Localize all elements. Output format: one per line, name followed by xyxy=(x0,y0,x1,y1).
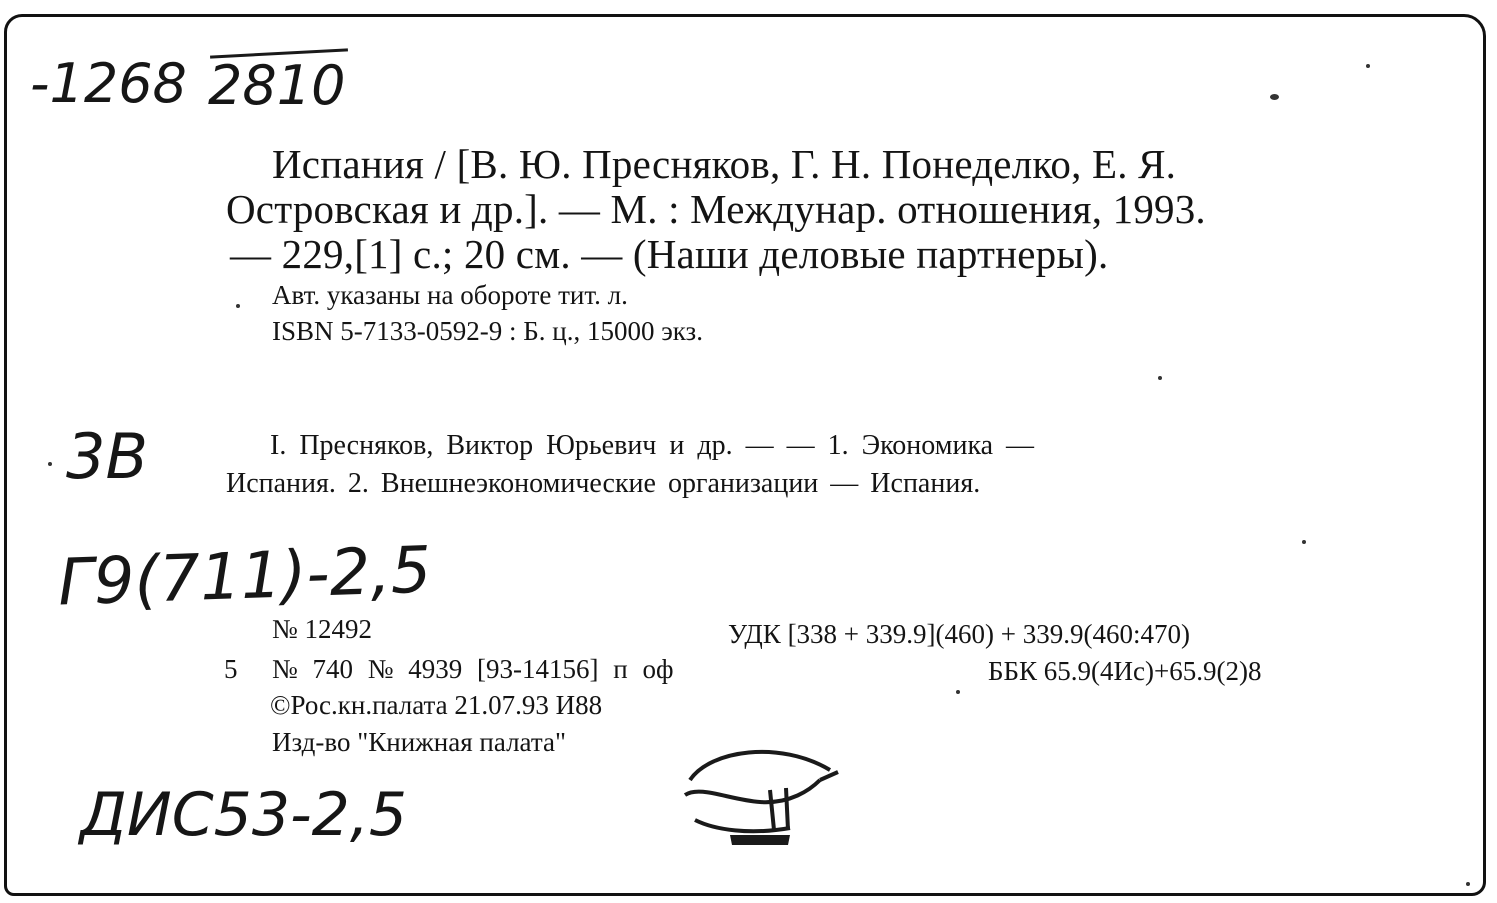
handwritten-bottom-code: ДИС53-2,5 xyxy=(80,780,408,850)
handwritten-number-b: 2810 xyxy=(208,54,346,117)
subjects-line-2: Испания. 2. Внешнеэкономические организации — Испания. xyxy=(226,468,981,499)
imprint-chamber: ©Рос.кн.палата 21.07.93 И88 xyxy=(270,690,603,720)
handwritten-class-code: Г9(711)-2,5 xyxy=(56,533,433,621)
handwritten-number-a: -1268 xyxy=(30,52,187,115)
scan-speck xyxy=(1302,540,1306,544)
subjects-line-1: I. Пресняков, Виктор Юрьевич и др. — — 1. Экономика — xyxy=(270,430,1035,461)
entry-note-isbn: ISBN 5-7133-0592-9 : Б. ц., 15000 экз. xyxy=(272,316,703,346)
scan-speck xyxy=(1366,64,1370,68)
scan-speck xyxy=(956,690,960,694)
scan-speck xyxy=(236,304,240,308)
entry-note-author: Авт. указаны на обороте тит. л. xyxy=(272,280,628,310)
entry-line-1: Испания / [В. Ю. Пресняков, Г. Н. Понеделко, Е. Я. xyxy=(272,141,1177,187)
imprint-prefix: 5 xyxy=(224,654,238,684)
scan-speck xyxy=(1270,94,1279,100)
imprint-line-2: № 740 № 4939 [93-14156] п оф xyxy=(272,654,674,684)
entry-line-2: Островская и др.]. — М. : Междунар. отношения, 1993. xyxy=(226,186,1206,232)
entry-line-3: — 229,[1] с.; 20 см. — (Наши деловые партнеры). xyxy=(230,231,1109,277)
imprint-publisher: Изд-во "Книжная палата" xyxy=(272,727,566,757)
handwritten-left-mark: 3B xyxy=(66,420,148,493)
stamp-scribble-icon xyxy=(670,740,850,860)
bbk-code: ББК 65.9(4Ис)+65.9(2)8 xyxy=(988,656,1262,686)
scan-speck xyxy=(1158,376,1162,380)
card-number: № 12492 xyxy=(272,614,373,644)
scan-speck xyxy=(1466,882,1470,886)
udk-code: УДК [338 + 339.9](460) + 339.9(460:470) xyxy=(728,619,1190,649)
scan-speck xyxy=(48,462,52,466)
